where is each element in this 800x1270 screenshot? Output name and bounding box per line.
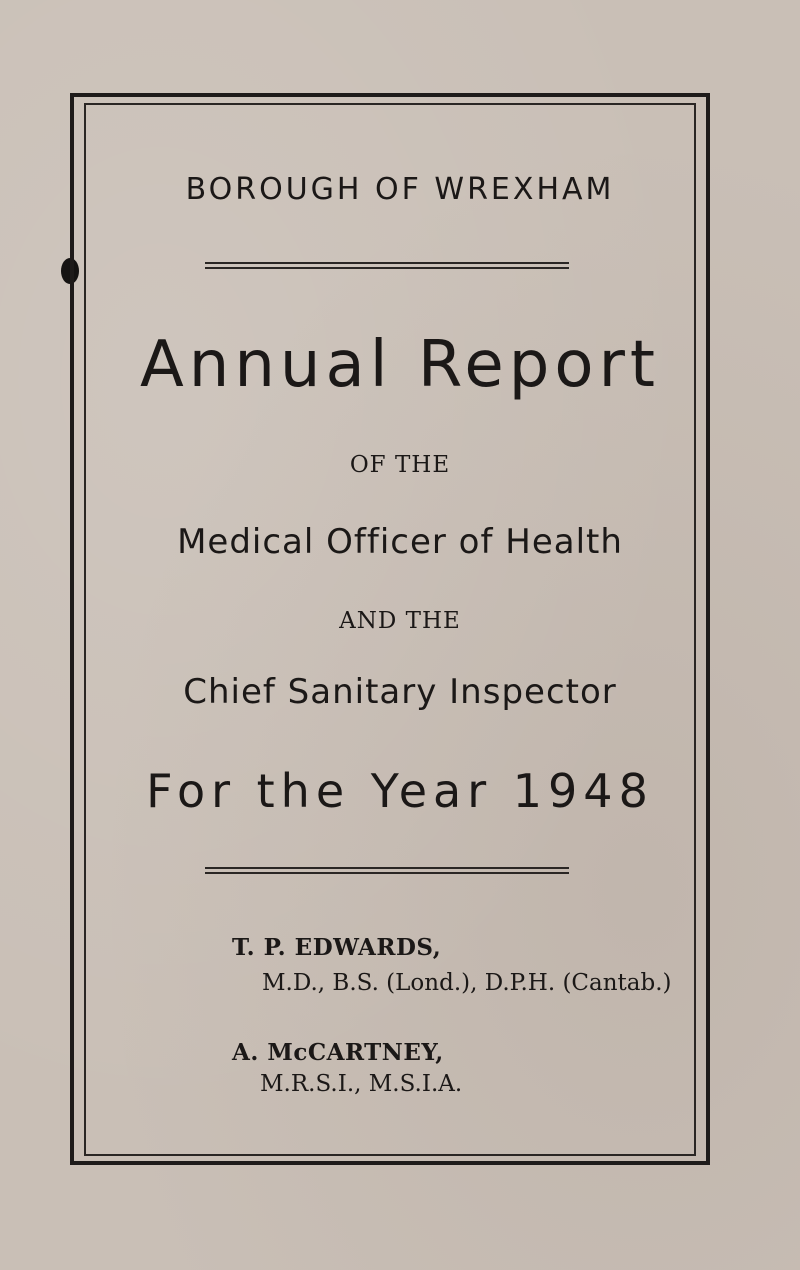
author-name-mccartney: A. McCARTNEY, (232, 1039, 444, 1066)
borough-heading: BOROUGH OF WREXHAM (185, 172, 615, 207)
medical-officer-subtitle: Medical Officer of Health (177, 522, 623, 562)
author-name-edwards: T. P. EDWARDS, (232, 934, 442, 961)
and-the-text: AND THE (339, 608, 461, 634)
of-the-text: OF THE (349, 452, 451, 478)
author-qualifications-mccartney: M.R.S.I., M.S.I.A. (260, 1071, 463, 1097)
top-double-rule (205, 262, 569, 269)
bottom-double-rule (205, 867, 569, 874)
sanitary-inspector-subtitle: Chief Sanitary Inspector (183, 672, 617, 712)
report-title: Annual Report (140, 328, 660, 402)
author-qualifications-edwards: M.D., B.S. (Lond.), D.P.H. (Cantab.) (262, 970, 672, 996)
report-year: For the Year 1948 (146, 764, 654, 818)
